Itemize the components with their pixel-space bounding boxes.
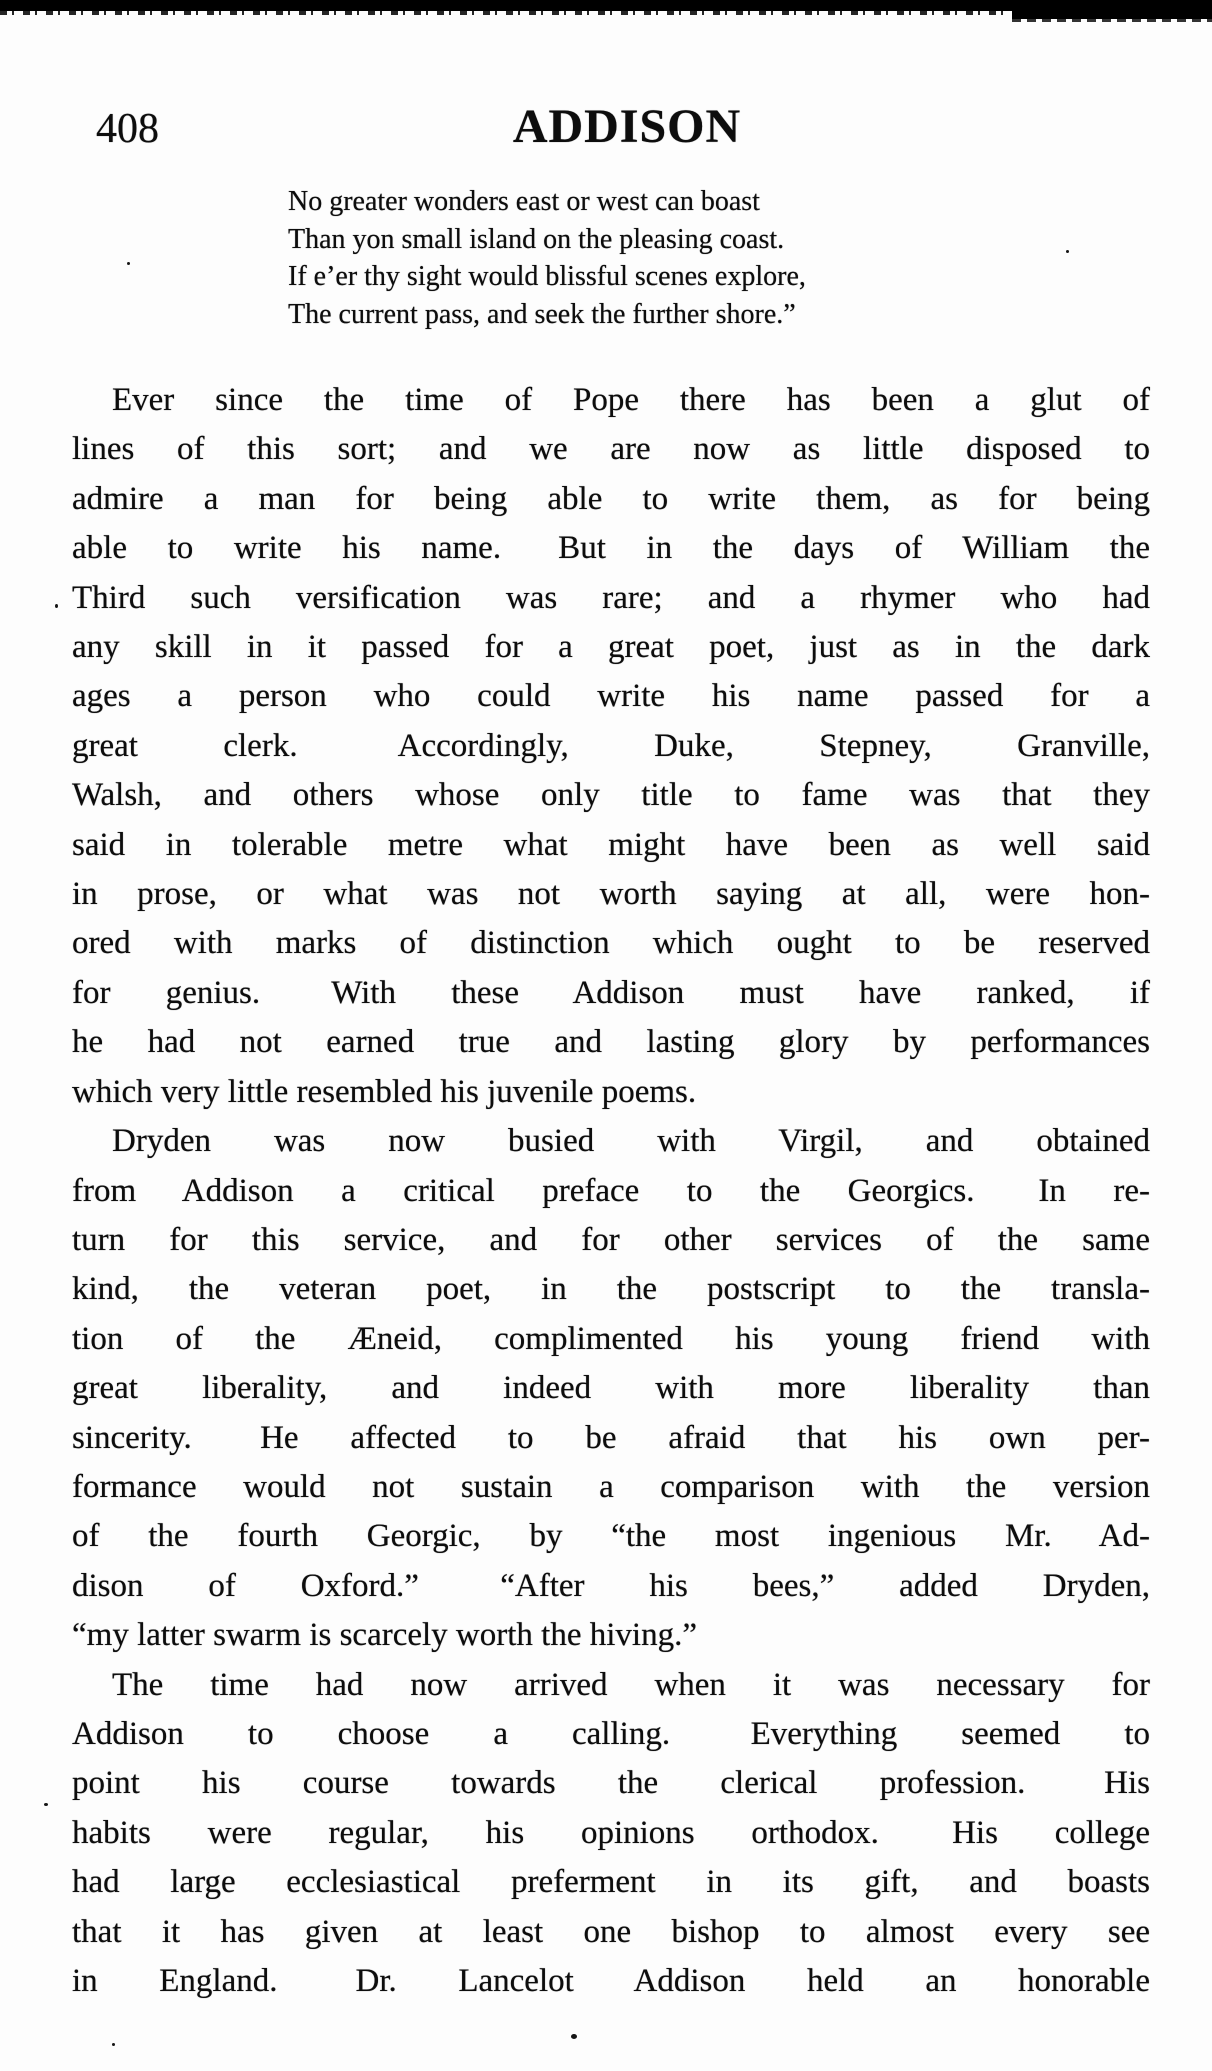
text-line: sincerity. He affected to be afraid that his own per- <box>72 1419 1150 1456</box>
text-line: that it has given at least one bishop to almost every see <box>72 1913 1150 1950</box>
text-line: tion of the Æneid, complimented his young friend with <box>72 1320 1150 1357</box>
text-line: lines of this sort; and we are now as little disposed to <box>72 431 1150 468</box>
text-line: any skill in it passed for a great poet, just as in the dark <box>72 629 1150 666</box>
verse-line: The current pass, and seek the further shore.” <box>288 298 796 330</box>
scan-speck <box>571 2034 577 2039</box>
scan-artifact-top-bar-right <box>1012 0 1212 19</box>
text-line: Ever since the time of Pope there has been a glut of <box>112 382 1150 418</box>
text-line: in England. Dr. Lancelot Addison held an honorable <box>72 1963 1150 1999</box>
text-line: Walsh, and others whose only title to fame was that they <box>72 777 1150 814</box>
verse-quote <box>288 183 806 333</box>
scan-speck <box>55 604 58 608</box>
text-line: which very little resembled his juvenile poems. <box>72 1073 697 1110</box>
text-line: Third such versification was rare; and a rhymer who had <box>72 579 1150 616</box>
text-line: from Addison a critical preface to the Georgics. In re- <box>72 1172 1150 1209</box>
scan-speck <box>112 2043 115 2046</box>
text-line: of the fourth Georgic, by “the most ingenious Mr. Ad- <box>72 1518 1150 1555</box>
text-line: dison of Oxford.” “After his bees,” added Dryden, <box>72 1567 1150 1604</box>
scan-speck <box>1066 250 1069 253</box>
text-line: kind, the veteran poet, in the postscript to the transla- <box>72 1271 1150 1308</box>
verse-line: Than yon small island on the pleasing coast. <box>288 223 785 255</box>
text-line: Addison to choose a calling. Everything seemed to <box>72 1715 1150 1752</box>
body-text <box>72 376 1150 2006</box>
page-title: ADDISON <box>512 100 742 153</box>
text-line: for genius. With these Addison must have ranked, if <box>72 974 1150 1011</box>
text-line: great clerk. Accordingly, Duke, Stepney, Granville, <box>72 727 1150 764</box>
text-line: admire a man for being able to write them, as for being <box>72 480 1150 517</box>
text-line: turn for this service, and for other services of the same <box>72 1221 1150 1258</box>
text-line: formance would not sustain a comparison with the version <box>72 1468 1150 1505</box>
text-line: The time had now arrived when it was necessary for <box>112 1666 1150 1703</box>
text-line: point his course towards the clerical profession. His <box>72 1765 1150 1802</box>
text-line: ages a person who could write his name passed for a <box>72 678 1150 715</box>
scan-artifact-noise <box>0 10 1040 15</box>
verse-line: No greater wonders east or west can boast <box>288 186 760 217</box>
text-line: Dryden was now busied with Virgil, and obtained <box>112 1123 1150 1160</box>
text-line: he had not earned true and lasting glory by performances <box>72 1024 1150 1061</box>
page-number: 408 <box>96 106 159 152</box>
scan-speck <box>44 1803 48 1806</box>
text-line: “my latter swarm is scarcely worth the hiving.” <box>72 1617 697 1654</box>
text-line: habits were regular, his opinions orthodox. His college <box>72 1814 1150 1851</box>
scan-speck <box>127 262 130 265</box>
scan-artifact-noise <box>1012 18 1212 22</box>
text-line: ored with marks of distinction which ought to be reserved <box>72 925 1150 962</box>
text-line: said in tolerable metre what might have been as well said <box>72 826 1150 863</box>
text-line: in prose, or what was not worth saying at all, were hon- <box>72 876 1150 913</box>
text-line: able to write his name. But in the days of William the <box>72 530 1150 567</box>
verse-line: If e’er thy sight would blissful scenes explore, <box>288 261 806 292</box>
text-line: had large ecclesiastical preferment in its gift, and boasts <box>72 1864 1150 1901</box>
text-line: great liberality, and indeed with more liberality than <box>72 1370 1150 1407</box>
